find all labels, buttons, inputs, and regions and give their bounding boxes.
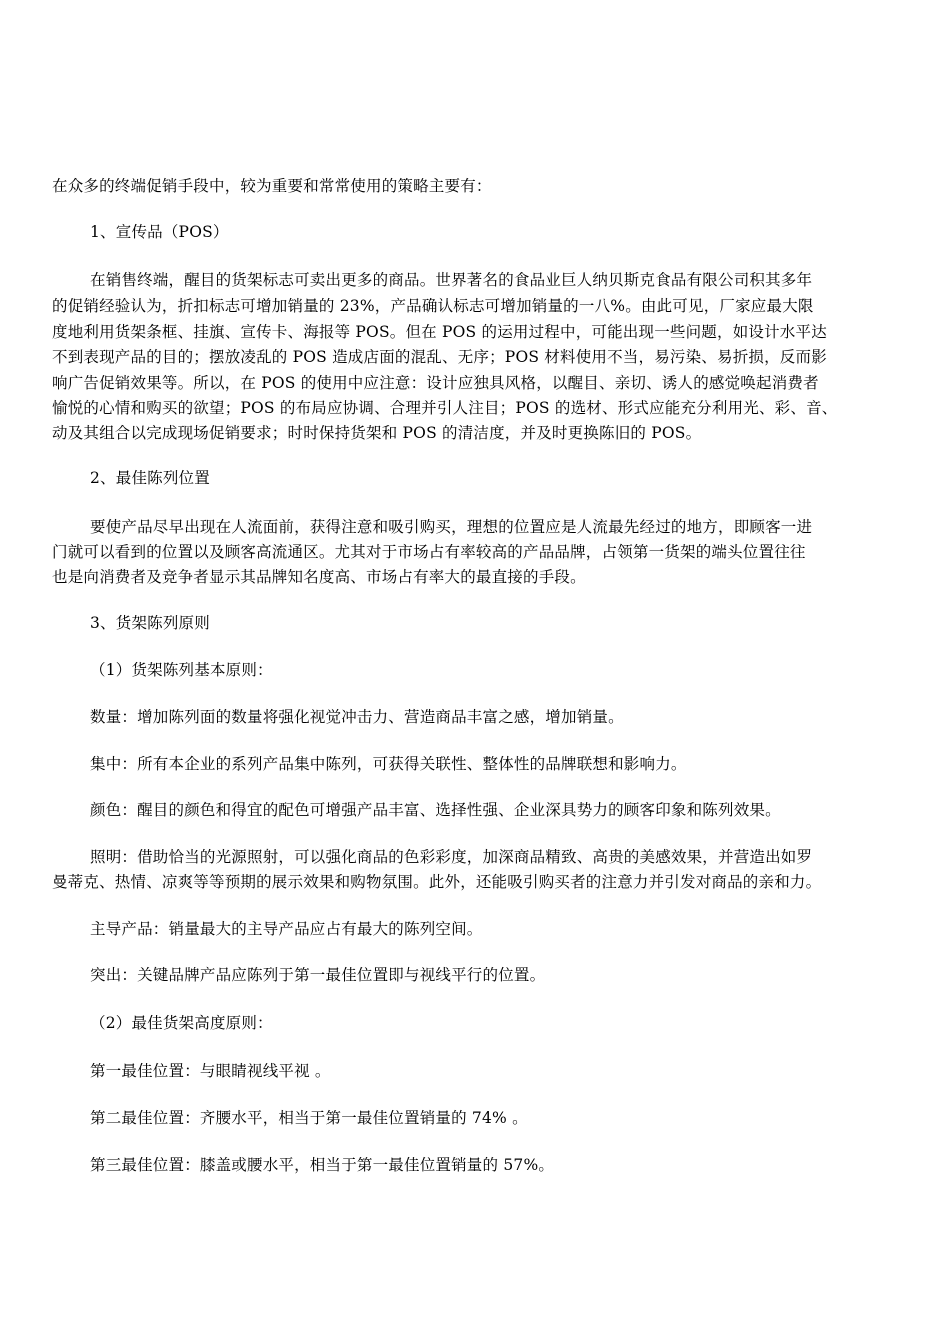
section2-paragraph-line: 要使产品尽早出现在人流面前，获得注意和吸引购买，理想的位置应是人流最先经过的地方，即顾客一进 — [90, 518, 813, 536]
section3-heading: 3、货架陈列原则 — [90, 614, 210, 632]
sub2-heading: （2）最佳货架高度原则： — [90, 1014, 273, 1032]
sub1-heading: （1）货架陈列基本原则： — [90, 661, 273, 679]
section2-paragraph-line: 门就可以看到的位置以及顾客高流通区。尤其对于市场占有率较高的产品品牌，占领第一货架的端头位置往往 — [52, 543, 806, 561]
section2-heading: 2、最佳陈列位置 — [90, 469, 210, 487]
section1-heading: 1、宣传品（POS） — [90, 223, 229, 241]
intro-line: 在众多的终端促销手段中，较为重要和常常使用的策略主要有： — [52, 177, 492, 195]
principle-lighting-line: 曼蒂克、热情、凉爽等等预期的展示效果和购物氛围。此外，还能吸引购买者的注意力并引发对商品的亲和力。 — [52, 873, 822, 891]
section1-paragraph-line: 不到表现产品的目的；摆放凌乱的 POS 造成店面的混乱、无序；POS 材料使用不当，易污染、易折损，反而影 — [52, 348, 827, 366]
section1-paragraph-line: 动及其组合以完成现场促销要求；时时保持货架和 POS 的清洁度，并及时更换陈旧的 POS。 — [52, 424, 702, 442]
principle-main-product: 主导产品：销量最大的主导产品应占有最大的陈列空间。 — [90, 920, 483, 938]
section2-paragraph-line: 也是向消费者及竞争者显示其品牌知名度高、市场占有率大的最直接的手段。 — [52, 568, 586, 586]
best-position-2: 第二最佳位置：齐腰水平，相当于第一最佳位置销量的 74% 。 — [90, 1109, 528, 1127]
principle-lighting-line: 照明：借助恰当的光源照射，可以强化商品的色彩彩度，加深商品精致、高贵的美感效果，并营造出如罗 — [90, 848, 813, 866]
section1-paragraph-line: 的促销经验认为，折扣标志可增加销量的 23%，产品确认标志可增加销量的一八%。由此可见，厂家应最大限 — [52, 297, 814, 315]
section1-paragraph-line: 在销售终端，醒目的货架标志可卖出更多的商品。世界著名的食品业巨人纳贝斯克食品有限公司积其多年 — [90, 271, 813, 289]
section1-paragraph-line: 度地利用货架条框、挂旗、宣传卡、海报等 POS。但在 POS 的运用过程中，可能出现一些问题，如设计水平达 — [52, 323, 827, 341]
section1-paragraph-line: 愉悦的心情和购买的欲望；POS 的布局应协调、合理并引人注目；POS 的选材、形式应能充分利用光、彩、音、 — [52, 399, 838, 417]
principle-highlight: 突出：关键品牌产品应陈列于第一最佳位置即与视线平行的位置。 — [90, 966, 546, 984]
best-position-3: 第三最佳位置：膝盖或腰水平，相当于第一最佳位置销量的 57%。 — [90, 1156, 555, 1174]
best-position-1: 第一最佳位置：与眼睛视线平视 。 — [90, 1062, 331, 1080]
principle-concentration: 集中：所有本企业的系列产品集中陈列，可获得关联性、整体性的品牌联想和影响力。 — [90, 755, 687, 773]
principle-quantity: 数量：增加陈列面的数量将强化视觉冲击力、营造商品丰富之感，增加销量。 — [90, 708, 624, 726]
section1-paragraph-line: 响广告促销效果等。所以，在 POS 的使用中应注意：设计应独具风格，以醒目、亲切、诱人的感觉唤起消费者 — [52, 374, 819, 392]
principle-color: 颜色：醒目的颜色和得宜的配色可增强产品丰富、选择性强、企业深具势力的顾客印象和陈列效果。 — [90, 801, 781, 819]
